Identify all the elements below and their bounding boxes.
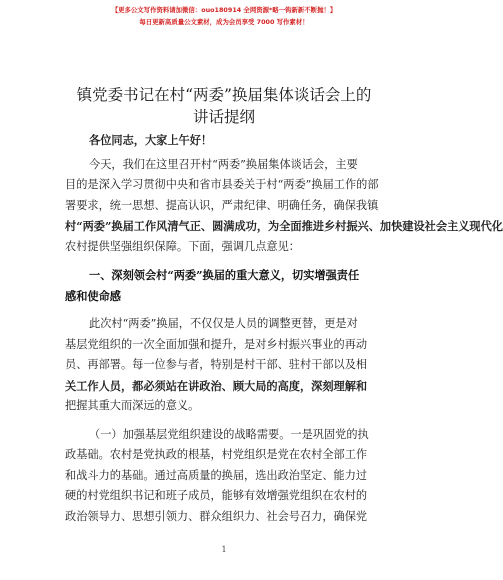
section-heading-line: 一、深刻领会村“两委”换届的重大意义，切实增强责任 bbox=[89, 268, 360, 282]
subsection-1-paragraph bbox=[65, 425, 410, 528]
subsection-line: 政治领导力、思想引领力、群众组织力、社会号召力，确保党 bbox=[65, 509, 368, 523]
promo-line-2: 每日更新高质量公文素材，成为会员享受 7000 写作素材！ bbox=[139, 18, 309, 26]
intro-line: 今天，我们在这里召开村“两委”换届集体谈话会，主要 bbox=[89, 157, 358, 171]
document-body bbox=[65, 130, 503, 527]
section-1-paragraph bbox=[65, 314, 410, 417]
intro-line: 目的是深入学习贯彻中央和省市县委关于村“两委”换届工作的部 bbox=[65, 178, 379, 191]
subsection-line: 和战斗力的基础。通过高质量的换届，选出政治坚定、能力过 bbox=[65, 468, 368, 482]
subsection-line: （一）加强基层党组织建设的战略需要。一是巩固党的执 bbox=[89, 427, 369, 441]
section-line: 基层党组织的一次全面加强和提升，是对乡村振兴事业的再动 bbox=[65, 337, 368, 351]
promo-line-1: 【更多公文写作资料请加微信：ouo180914 全网资源*略一钩新新不断抛！】 bbox=[111, 6, 337, 14]
section-line: 员、再部署。每一位参与者，特别是村干部、驻村干部以及相 bbox=[65, 358, 368, 371]
section-heading-line: 感和使命感 bbox=[65, 288, 121, 303]
section-line: 把握其重大而深远的意义。 bbox=[65, 399, 200, 412]
document-title bbox=[0, 84, 448, 128]
intro-line: 署要求，统一思想、提高认识，严肃纪律、明确任务，确保我镇 bbox=[65, 198, 379, 212]
page-number: 1 bbox=[221, 545, 227, 554]
intro-line: 农村提供坚强组织保障。下面，强调几点意见： bbox=[65, 239, 300, 253]
promo-banner bbox=[0, 4, 448, 28]
section-line: 关工作人员，都必须站在讲政治、顾大局的高度，深刻理解和 bbox=[65, 378, 368, 393]
greeting: 各位同志，大家上午好！ bbox=[89, 133, 213, 147]
section-1-heading bbox=[65, 265, 410, 306]
title-line-2: 讲话提纲 bbox=[192, 108, 255, 126]
title-line-1: 镇党委书记在村“两委”换届集体谈话会上的 bbox=[76, 86, 372, 104]
intro-line: 村“两委”换届工作风清气正、圆满成功，为全面推进乡村振兴、加快建设社会主义现代化 bbox=[65, 219, 503, 233]
subsection-line: 政基础。农村是党执政的根基，村党组织是党在农村全部工作 bbox=[65, 448, 368, 461]
section-line: 此次村“两委”换届，不仅仅是人员的调整更替，更是对 bbox=[89, 317, 358, 330]
subsection-line: 硬的村党组织书记和班子成员，能够有效增强党组织在农村的 bbox=[65, 489, 368, 502]
intro-paragraph bbox=[65, 155, 503, 258]
